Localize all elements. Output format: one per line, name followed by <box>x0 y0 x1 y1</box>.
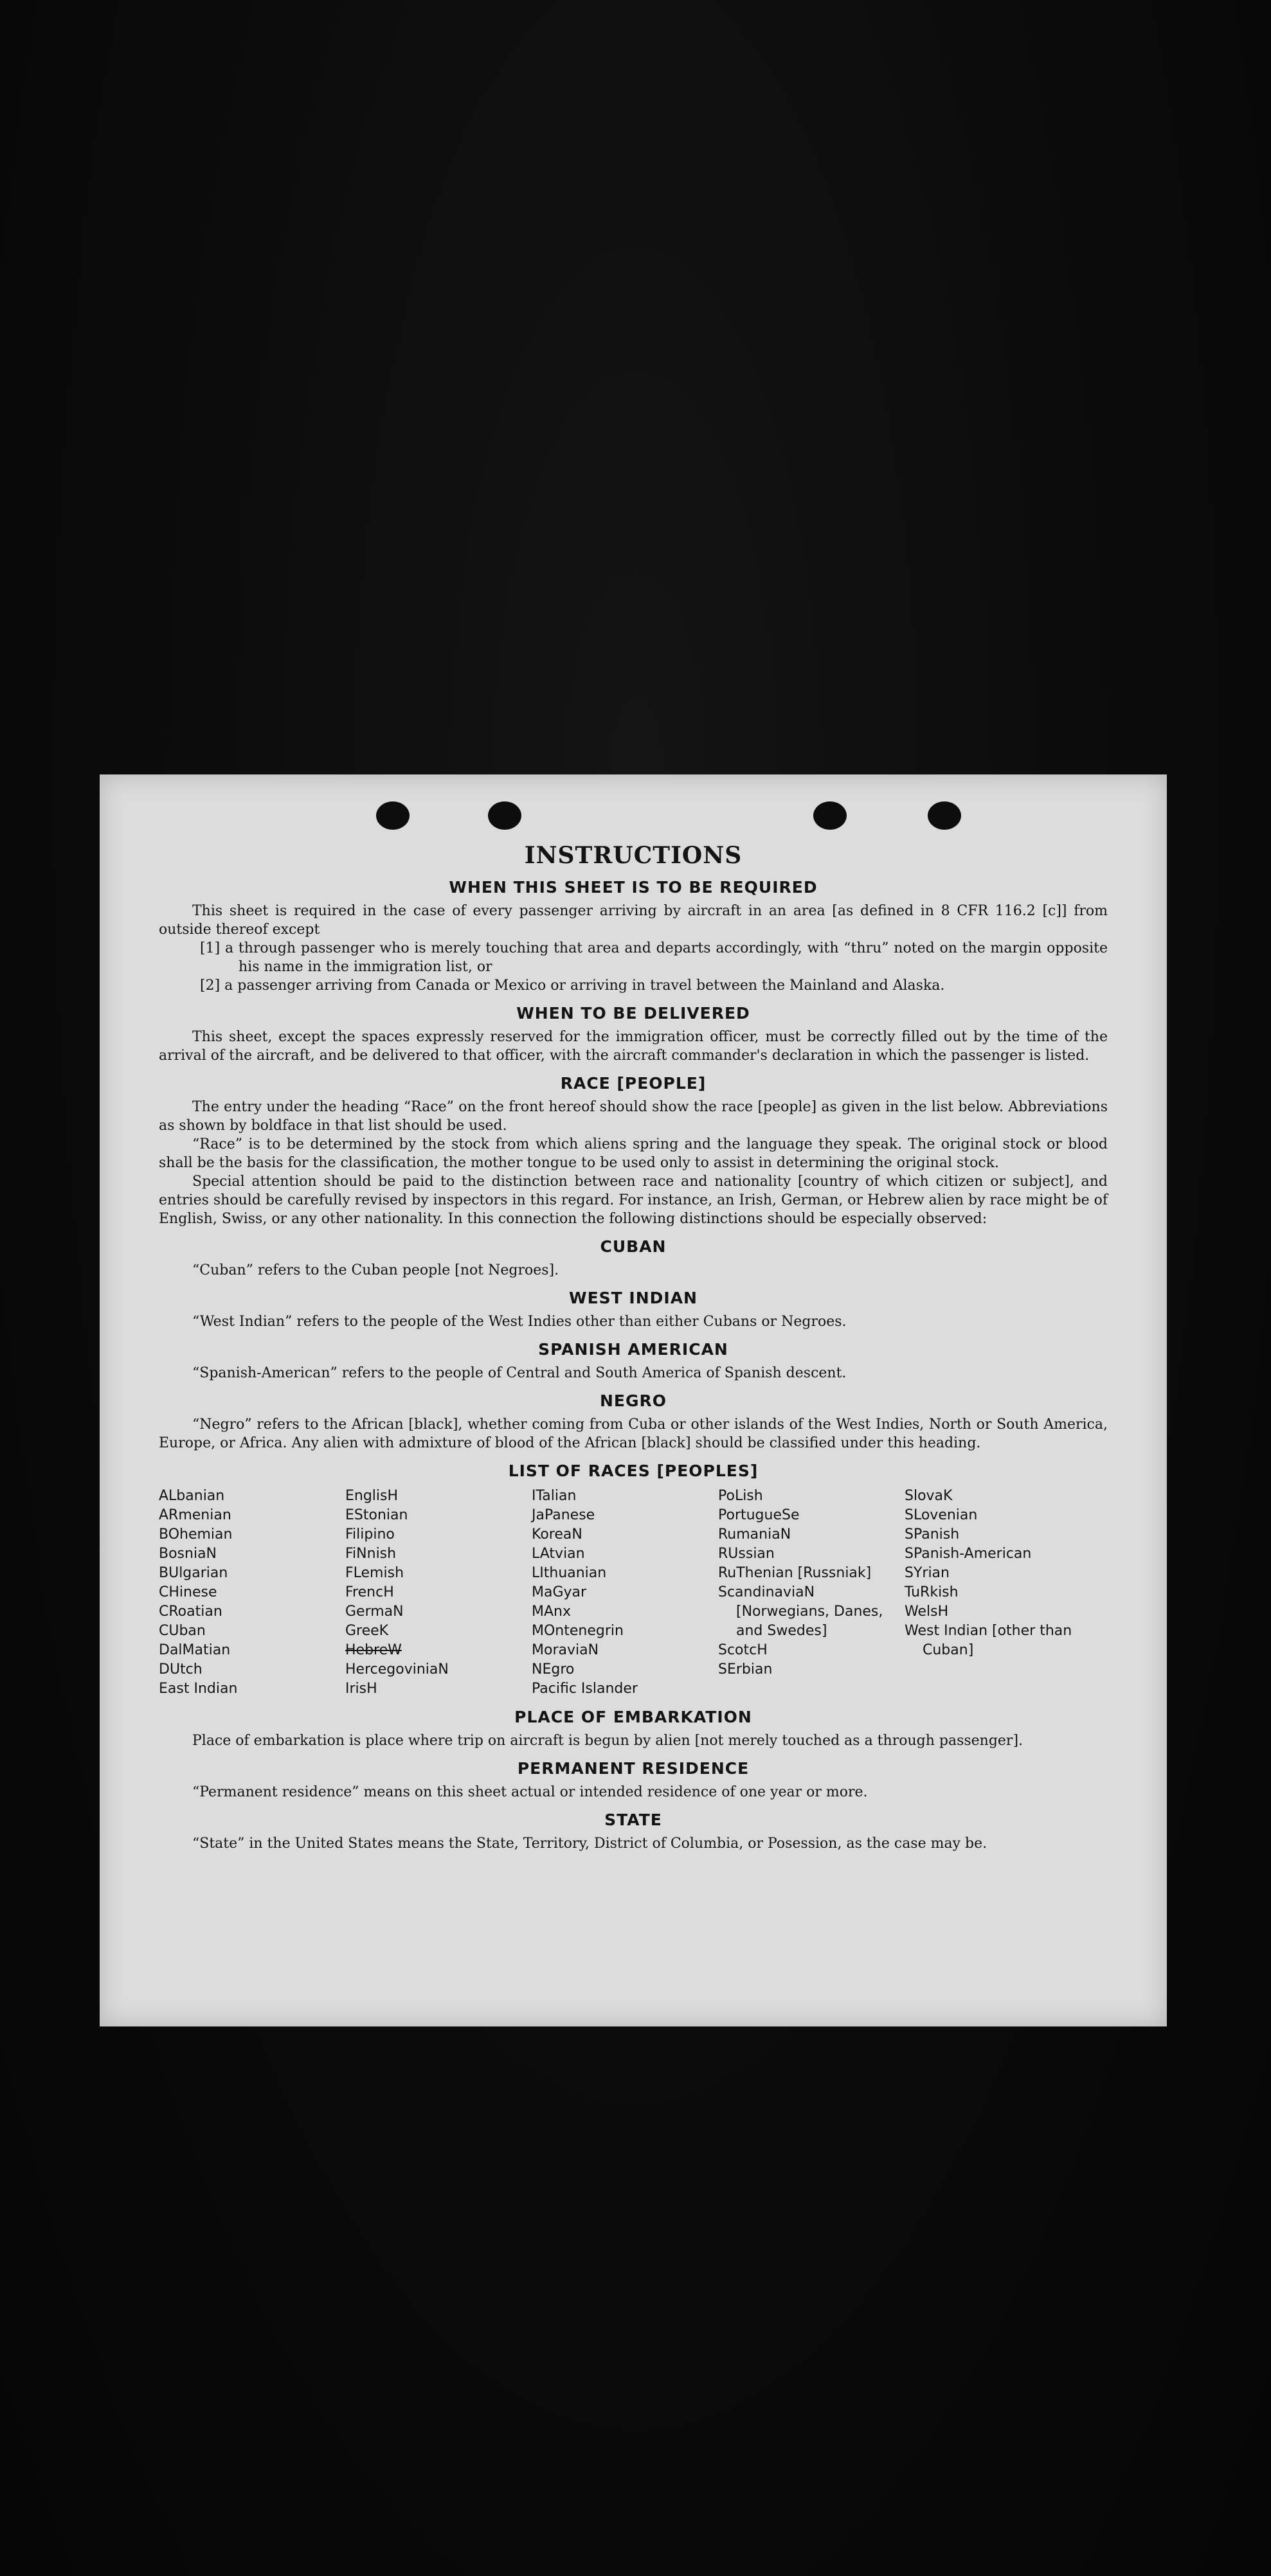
race-entry: EnglisH <box>345 1488 399 1504</box>
race-entry: ALbanian <box>159 1488 225 1504</box>
sheet-content <box>159 842 1108 1853</box>
race-entry: MaGyar <box>532 1584 587 1600</box>
race-entry: PoLish <box>718 1488 763 1504</box>
races-column <box>718 1487 905 1699</box>
races-list <box>159 1487 1108 1699</box>
race-entry: FiNnish <box>345 1546 397 1562</box>
exception-item: [1] a through passenger who is merely touching that area and departs accordingly, with “thru” noted on the margin opposite his name in the immigration list, or <box>200 940 1108 975</box>
race-entry: West Indian [other than Cuban] <box>905 1623 1072 1658</box>
heading-spanish-american: SPANISH AMERICAN <box>538 1340 728 1359</box>
race-entry: ARmenian <box>159 1507 231 1523</box>
race-entry: RUssian <box>718 1546 775 1562</box>
race-entry: LAtvian <box>532 1546 585 1562</box>
race-entry: KoreaN <box>532 1526 582 1543</box>
race-entry: PortugueSe <box>718 1507 800 1523</box>
race-entry: LIthuanian <box>532 1565 607 1581</box>
punch-hole <box>488 801 521 830</box>
heading-list-of-races: LIST OF RACES [PEOPLES] <box>508 1462 759 1480</box>
race-entry: DUtch <box>159 1661 203 1677</box>
paragraph-negro: “Negro” refers to the African [black], whether coming from Cuba or other islands of the West Indies, North or South America, Europe, or Africa. Any alien with admixture of blood of the African [black] should be classified under this heading. <box>159 1417 1108 1451</box>
race-entry: RuThenian [Russniak] <box>718 1565 872 1581</box>
paragraph-race: “Race” is to be determined by the stock from which aliens spring and the language they speak. The original stock or blood shall be the basis for the classification, the mother tongue to be used only to assist in determining the original stock. <box>159 1136 1108 1171</box>
heading-permanent-residence: PERMANENT RESIDENCE <box>517 1759 750 1778</box>
race-entry: EStonian <box>345 1507 408 1523</box>
race-entry: TuRkish <box>905 1584 959 1600</box>
heading-west-indian: WEST INDIAN <box>569 1289 698 1307</box>
punch-hole <box>376 801 410 830</box>
race-entry: JaPanese <box>532 1507 595 1523</box>
race-entry: CHinese <box>159 1584 217 1600</box>
paragraph-permanent-residence: “Permanent residence” means on this sheet actual or intended residence of one year or more. <box>192 1784 868 1800</box>
race-entry: BOhemian <box>159 1526 233 1543</box>
race-entry: SlovaK <box>905 1488 953 1504</box>
paragraph-cuban: “Cuban” refers to the Cuban people [not Negroes]. <box>192 1262 559 1278</box>
race-entry: MOntenegrin <box>532 1623 624 1639</box>
paragraph-race: Special attention should be paid to the distinction between race and nationality [country of which citizen or subject], and entries should be carefully revised by inspectors in this regard. For instance, an Irish, German, or Hebrew alien by race might be of English, Swiss, or any other nationality. In this connection the following distinctions should be especially observed: <box>159 1174 1108 1227</box>
race-entry: WelsH <box>905 1604 949 1620</box>
race-entry: CRoatian <box>159 1604 222 1620</box>
race-entry: ITalian <box>532 1488 577 1504</box>
paragraph-when-required: This sheet is required in the case of every passenger arriving by aircraft in an area [as defined in 8 CFR 116.2 [c]] from outside thereof except <box>159 903 1108 938</box>
race-entry: HercegoviniaN <box>345 1661 449 1677</box>
instruction-sheet <box>100 774 1167 2026</box>
race-entry: GermaN <box>345 1604 404 1620</box>
race-entry: IrisH <box>345 1681 377 1697</box>
races-column <box>159 1487 345 1699</box>
race-entry: FrencH <box>345 1584 394 1600</box>
paragraph-when-delivered: This sheet, except the spaces expressly reserved for the immigration officer, must be correctly filled out by the time of the arrival of the aircraft, and be delivered to that officer, with the aircraft commander's declaration in which the passenger is listed. <box>159 1029 1108 1064</box>
race-entry: East Indian <box>159 1681 238 1697</box>
race-entry: Filipino <box>345 1526 395 1543</box>
page-title: INSTRUCTIONS <box>524 842 743 869</box>
race-entry: BosniaN <box>159 1546 217 1562</box>
race-entry: NEgro <box>532 1661 575 1677</box>
race-entry-struck: HebreW <box>345 1642 402 1658</box>
heading-embarkation: PLACE OF EMBARKATION <box>514 1708 752 1726</box>
race-entry: BUlgarian <box>159 1565 228 1581</box>
punch-hole <box>928 801 961 830</box>
heading-state: STATE <box>604 1811 662 1829</box>
race-entry: ScotcH <box>718 1642 768 1658</box>
race-entry: MAnx <box>532 1604 571 1620</box>
race-entry: ScandinaviaN [Norwegians, Danes, and Swedes] <box>718 1584 883 1639</box>
race-entry: GreeK <box>345 1623 389 1639</box>
race-entry: MoraviaN <box>532 1642 599 1658</box>
race-entry: SLovenian <box>905 1507 978 1523</box>
heading-when-delivered: WHEN TO BE DELIVERED <box>516 1004 750 1023</box>
race-entry: RumaniaN <box>718 1526 791 1543</box>
punch-hole <box>813 801 847 830</box>
races-column <box>532 1487 718 1699</box>
race-entry: CUban <box>159 1623 206 1639</box>
race-entry: SErbian <box>718 1661 773 1677</box>
heading-race: RACE [PEOPLE] <box>560 1074 707 1093</box>
exception-item: [2] a passenger arriving from Canada or Mexico or arriving in travel between the Mainland and Alaska. <box>200 978 945 994</box>
race-entry: FLemish <box>345 1565 404 1581</box>
paragraph-spanish-american: “Spanish-American” refers to the people of Central and South America of Spanish descent. <box>192 1365 847 1381</box>
race-entry: DalMatian <box>159 1642 231 1658</box>
race-entry: Pacific Islander <box>532 1681 638 1697</box>
race-entry: SPanish-American <box>905 1546 1032 1562</box>
heading-negro: NEGRO <box>599 1391 667 1410</box>
races-column <box>345 1487 532 1699</box>
paragraph-race: The entry under the heading “Race” on the front hereof should show the race [people] as given in the list below. Abbreviations as shown by boldface in that list should be used. <box>159 1099 1108 1134</box>
race-entry: SYrian <box>905 1565 950 1581</box>
paragraph-west-indian: “West Indian” refers to the people of the West Indies other than either Cubans or Negroes. <box>192 1314 847 1330</box>
race-entry: SPanish <box>905 1526 960 1543</box>
heading-cuban: CUBAN <box>600 1237 667 1256</box>
paragraph-state: “State” in the United States means the State, Territory, District of Columbia, or Posession, as the case may be. <box>192 1836 987 1852</box>
paragraph-embarkation: Place of embarkation is place where trip on aircraft is begun by alien [not merely touched as a through passenger]. <box>192 1733 1023 1749</box>
races-column <box>905 1487 1108 1699</box>
heading-when-required: WHEN THIS SHEET IS TO BE REQUIRED <box>449 878 818 897</box>
